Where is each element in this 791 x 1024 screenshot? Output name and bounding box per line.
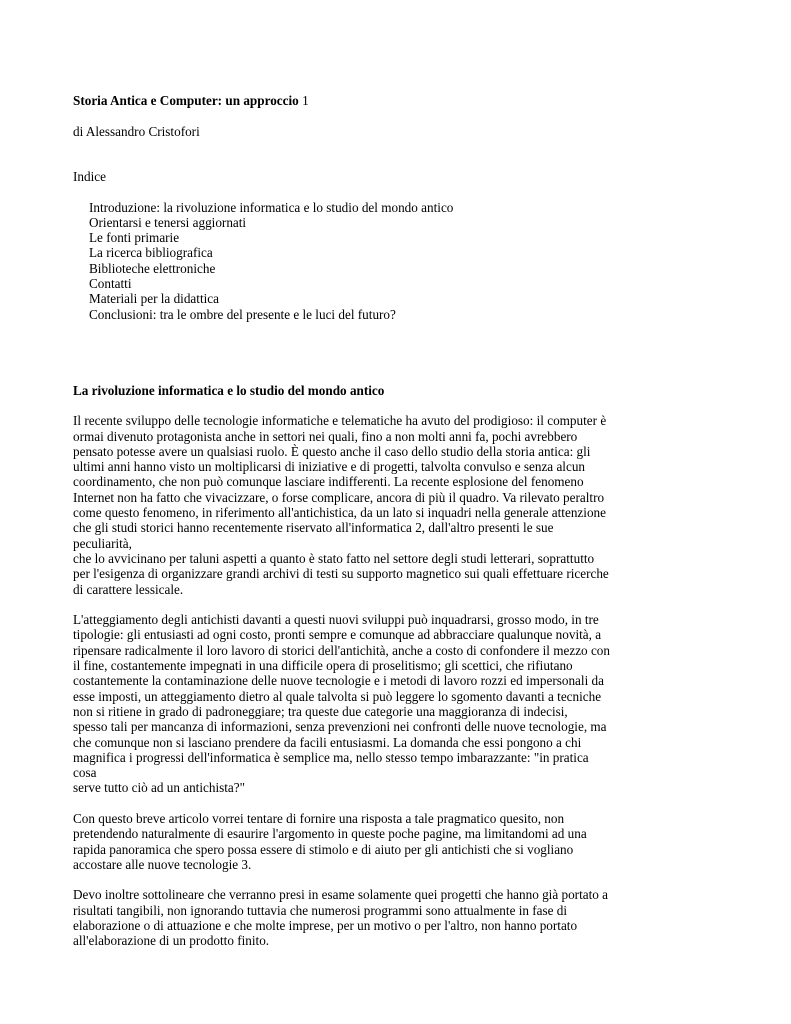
text-line: Internet non ha fatto che vivacizzare, o forse complicare, ancora di più il quadro. Va rilevato peraltro bbox=[73, 489, 605, 505]
text-line: esse imposti, un atteggiamento dietro al quale talvolta si può leggere lo sgomento davanti a tecniche bbox=[73, 688, 602, 704]
text-line: elaborazione o di attuazione e che molte imprese, per un motivo o per l'altro, non hanno portato bbox=[73, 918, 578, 934]
toc-item-introduzione[interactable]: Introduzione: la rivoluzione informatica e lo studio del mondo antico bbox=[89, 199, 454, 215]
text-line: magnifica i progressi dell'informatica è semplice ma, nello stesso tempo imbarazzante: "in pratica cosa bbox=[73, 749, 589, 781]
body-paragraph-1 bbox=[73, 413, 613, 597]
toc-item-fonti-primarie[interactable]: Le fonti primarie bbox=[89, 230, 180, 246]
text-line: ripensare radicalmente il loro lavoro di storici dell'antichità, anche a costo di confondere il mezzo con bbox=[73, 642, 610, 658]
document-title bbox=[73, 93, 613, 109]
text-line: che comunque non si lasciano prendere da facili entusiasmi. La domanda che essi pongono a chi bbox=[73, 734, 582, 750]
footnote-ref-1[interactable]: 1 bbox=[298, 93, 309, 108]
text-line: accostare alle nuove tecnologie 3. bbox=[73, 856, 252, 872]
text-line: rapida panoramica che spero possa essere di stimolo e di aiuto per gli antichisti che si vogliano bbox=[73, 841, 574, 857]
title-text: Storia Antica e Computer: un approccio bbox=[73, 93, 299, 108]
toc-item-materiali-didattica[interactable]: Materiali per la didattica bbox=[89, 291, 219, 307]
text-line: per l'esigenza di organizzare grandi archivi di testi su supporto magnetico sui quali effettuare ricerche bbox=[73, 566, 609, 582]
text-line: Il recente sviluppo delle tecnologie informatiche e telematiche ha avuto del prodigioso: il computer è bbox=[73, 413, 607, 429]
text-line: costantemente la contaminazione delle nuove tecnologie e i metodi di lavoro rozzi ed impersonali da bbox=[73, 673, 604, 689]
text-line: tipologie: gli entusiasti ad ogni costo, pronti sempre e comunque ad abbracciare qualunque novità, a bbox=[73, 627, 602, 643]
index-heading: Indice bbox=[73, 169, 106, 185]
text-line: di carattere lessicale. bbox=[73, 581, 184, 597]
document-page bbox=[73, 93, 613, 949]
text-line: L'atteggiamento degli antichisti davanti a questi nuovi sviluppi può inquadrarsi, grosso modo, in tre bbox=[73, 612, 599, 628]
toc-item-orientarsi[interactable]: Orientarsi e tenersi aggiornati bbox=[89, 214, 247, 230]
toc-item-biblioteche-elettroniche[interactable]: Biblioteche elettroniche bbox=[89, 260, 216, 276]
text-line: che gli studi storici hanno recentemente riservato all'informatica 2, dall'altro presenti le sue peculiarità, bbox=[73, 520, 554, 551]
text-line: che lo avvicinano per taluni aspetti a quanto è stato fatto nel settore degli studi letterari, soprattutto bbox=[73, 550, 595, 566]
section-heading: La rivoluzione informatica e lo studio del mondo antico bbox=[73, 382, 385, 398]
text-line: all'elaborazione di un prodotto finito. bbox=[73, 933, 270, 949]
text-line: non si ritiene in grado di padroneggiare; tra queste due categorie una maggioranza di indecisi, bbox=[73, 703, 568, 719]
toc-item-ricerca-bibliografica[interactable]: La ricerca bibliografica bbox=[89, 245, 213, 261]
text-line: Con questo breve articolo vorrei tentare di fornire una risposta a tale pragmatico quesito, non bbox=[73, 810, 565, 826]
body-paragraph-3 bbox=[73, 811, 613, 872]
text-line: pretendendo naturalmente di esaurire l'argomento in queste poche pagine, ma limitandomi ad una bbox=[73, 826, 587, 842]
text-line: risultati tangibili, non ignorando tuttavia che numerosi programmi sono attualmente in fase di bbox=[73, 902, 568, 918]
text-line: serve tutto ciò ad un antichista?" bbox=[73, 780, 246, 796]
table-of-contents bbox=[89, 200, 613, 322]
toc-item-contatti[interactable]: Contatti bbox=[89, 276, 132, 292]
body-paragraph-4 bbox=[73, 887, 613, 948]
text-line: Devo inoltre sottolineare che verranno presi in esame solamente quei progetti che hanno già portato a bbox=[73, 887, 609, 903]
text-line: pensato potesse avere un qualsiasi ruolo. È questo anche il caso dello studio della storia antica: gli bbox=[73, 443, 591, 459]
author-line: di Alessandro Cristofori bbox=[73, 124, 200, 139]
text-line: il fine, costantemente impegnati in una difficile opera di proselitismo; gli scettici, che rifiutano bbox=[73, 658, 573, 674]
text-line: ormai divenuto protagonista anche in settori nei quali, fino a non molti anni fa, pochi avrebbero bbox=[73, 428, 578, 444]
text-line: coordinamento, che non può comunque lasciare indifferenti. La recente esplosione del fenomeno bbox=[73, 474, 584, 490]
text-line: come questo fenomeno, in riferimento all'antichistica, da un lato si inquadri nella generale attenzione bbox=[73, 505, 606, 521]
toc-item-conclusioni[interactable]: Conclusioni: tra le ombre del presente e le luci del futuro? bbox=[89, 306, 396, 322]
text-line: spesso tali per mancanza di informazioni, senza prevenzioni nei confronti delle nuove tecnologie, ma bbox=[73, 719, 607, 735]
text-line: ultimi anni hanno visto un moltiplicarsi di iniziative e di progetti, talvolta convulso e senza alcun bbox=[73, 459, 586, 475]
body-paragraph-2 bbox=[73, 612, 613, 796]
